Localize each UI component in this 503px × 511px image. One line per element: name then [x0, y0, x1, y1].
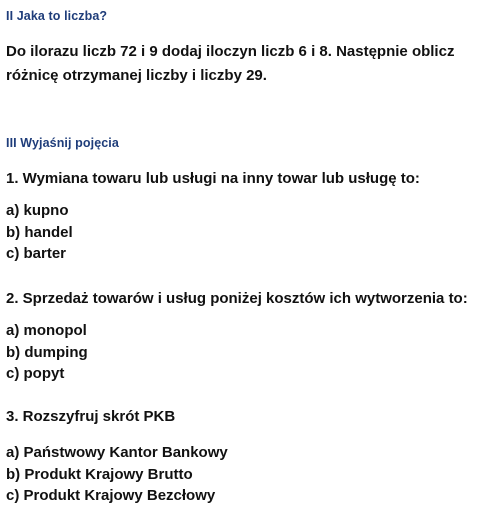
answer-option: b) Produkt Krajowy Brutto [6, 465, 193, 483]
question-1-options [6, 200, 497, 265]
question-2-options [6, 320, 497, 385]
question-3-text: 3. Rozszyfruj skrót PKB [6, 408, 176, 425]
answer-option: a) Państwowy Kantor Bankowy [6, 444, 228, 461]
answer-option: c) popyt [6, 365, 65, 382]
answer-option: a) monopol [6, 322, 87, 339]
answer-option: b) dumping [6, 343, 88, 361]
answer-option: b) handel [6, 223, 73, 241]
section-3-heading: III Wyjaśnij pojęcia [6, 136, 119, 150]
section-2-heading: II Jaka to liczba? [6, 9, 108, 23]
answer-option: a) kupno [6, 202, 69, 219]
question-2-text: 2. Sprzedaż towarów i usług poniżej kosztów ich wytworzenia to: [6, 290, 468, 307]
section-2-task-text: Do ilorazu liczb 72 i 9 dodaj iloczyn liczb 6 i 8. Następnie oblicz różnicę otrzymanej liczby i liczby 29. [6, 43, 455, 84]
answer-option: c) Produkt Krajowy Bezcłowy [6, 487, 216, 504]
question-1-text: 1. Wymiana towaru lub usługi na inny towar lub usługę to: [6, 170, 420, 187]
answer-option: c) barter [6, 245, 67, 262]
question-3-options [6, 442, 497, 507]
